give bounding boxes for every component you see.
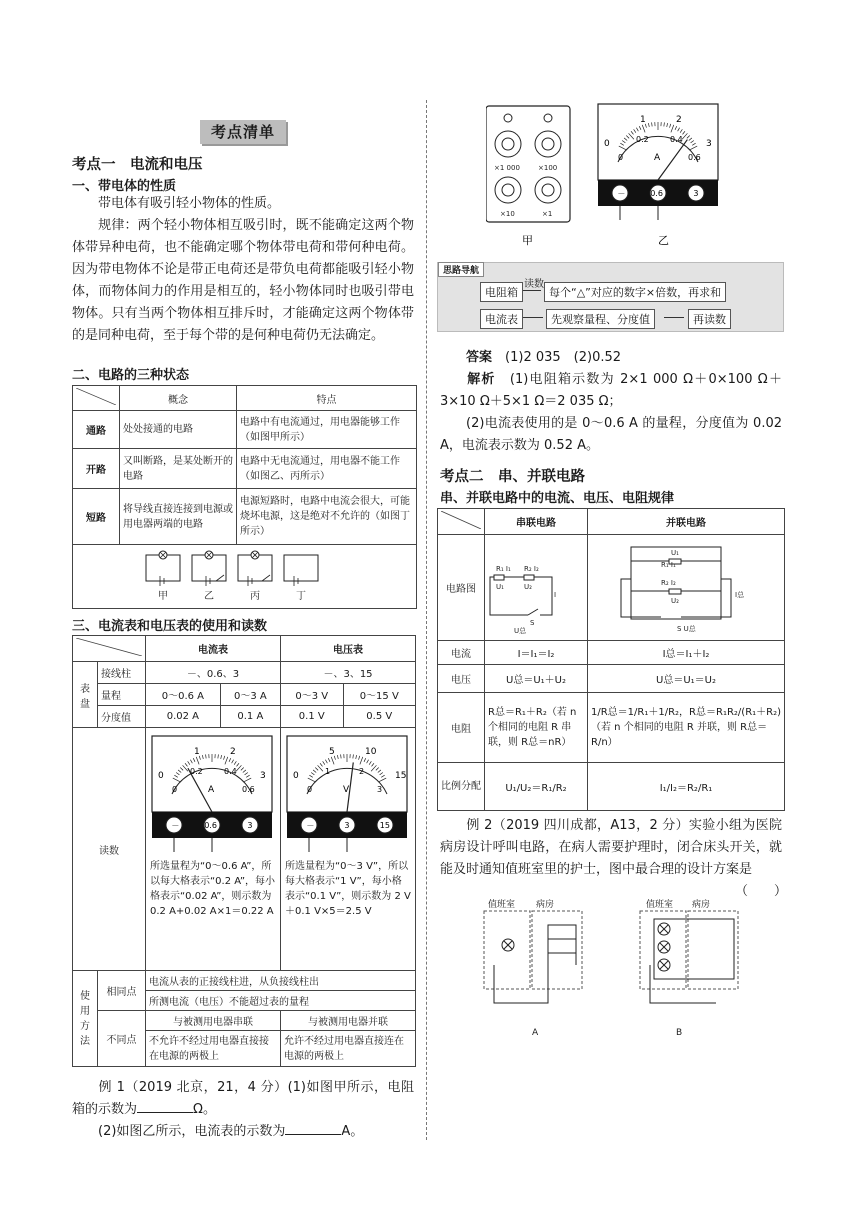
row-name: 短路 bbox=[73, 489, 120, 545]
terminals-label: 接线柱 bbox=[98, 662, 146, 684]
circuit-states-table bbox=[72, 385, 417, 609]
ward-label-a: 病房 bbox=[536, 900, 555, 910]
svg-text:U₁: U₁ bbox=[496, 583, 504, 591]
subheading-meters: 三、电流表和电压表的使用和读数 bbox=[72, 619, 268, 634]
section-banner: 考点清单 bbox=[200, 120, 286, 144]
topic2-title: 考点二 串、并联电路 bbox=[440, 469, 585, 485]
row-current: 电流 bbox=[438, 641, 485, 665]
svg-text:R₂ I₂: R₂ I₂ bbox=[661, 579, 676, 587]
dial-end-label: 0 bbox=[307, 785, 313, 794]
row-name: 开路 bbox=[73, 449, 120, 489]
subheading-states: 二、电路的三种状态 bbox=[72, 368, 190, 383]
diagonal-line bbox=[76, 388, 116, 405]
mult-label: ×100 bbox=[538, 164, 558, 172]
para-charged: 带电体有吸引轻小物体的性质。 bbox=[98, 196, 281, 211]
dial-top-label: 10 bbox=[365, 747, 377, 757]
row-concept: 处处接通的电路 bbox=[120, 411, 237, 449]
dial-face bbox=[152, 736, 272, 812]
dial-edge-label: 3 bbox=[706, 139, 712, 149]
diff-a-head: 与被测用电器串联 bbox=[146, 1011, 281, 1031]
dial-group-label: 表盘 bbox=[73, 662, 98, 728]
div-label: 分度值 bbox=[98, 706, 146, 728]
dial-inner-label: 0.4 bbox=[224, 767, 237, 776]
parallel-diagram-cell bbox=[588, 535, 785, 641]
fig-label-a: 甲 bbox=[158, 591, 168, 602]
col-ammeter: 电流表 bbox=[146, 636, 281, 662]
dial-end-label: 3 bbox=[377, 785, 383, 794]
svg-text:I: I bbox=[554, 591, 557, 599]
analysis-1: 解析 (1)电阻箱示数为 2×1 000 Ω＋0×100 Ω＋3×10 Ω＋5×1 Ω＝2 035 Ω； bbox=[440, 372, 782, 409]
guide-read-label: 读数 bbox=[524, 279, 544, 290]
dial-end-label: 0.6 bbox=[242, 785, 255, 794]
svg-text:R₁ I₁: R₁ I₁ bbox=[661, 561, 676, 569]
dial-top-label: 2 bbox=[676, 115, 682, 125]
diff-v: 允许不经过用电器直接连在电源的两极上 bbox=[281, 1031, 416, 1067]
row-concept: 又叫断路，是某处断开的电路 bbox=[120, 449, 237, 489]
ratio-parallel: I₁/I₂＝R₂/R₁ bbox=[588, 763, 785, 811]
parallel-circuit-diagram bbox=[591, 537, 781, 635]
same-point-1: 电流从表的正接线柱进，从负接线柱出 bbox=[146, 971, 416, 991]
dial-unit: V bbox=[343, 785, 350, 795]
div-value: 0.02 A bbox=[146, 706, 221, 728]
dial-top-label: 1 bbox=[640, 115, 646, 125]
para-rule: 规律：两个轻小物体相互吸引时，既不能确定这两个物体带异种电荷，也不能确定哪个物体带电荷和带何种电荷。因为带电物体不论是带正电荷还是带负电荷都能吸引轻小物体，而物体间力的作用是相互的，轻小物体同时也吸引带电物体。只有当两个物体相互排斥时，才能确定这两个物体带的是同种电荷，至于每个带的是何种电荷仍无法确定。 bbox=[72, 218, 414, 343]
terminal-label: 0.6 bbox=[204, 821, 217, 830]
svg-text:S: S bbox=[530, 619, 535, 627]
series-diagram-cell bbox=[485, 535, 588, 641]
row-feature: 电路中无电流通过，用电器不能工作（如图乙、丙所示） bbox=[237, 449, 417, 489]
diff-a: 不允许不经过用电器直接接在电源的两极上 bbox=[146, 1031, 281, 1067]
div-value: 0.5 V bbox=[343, 706, 416, 728]
div-value: 0.1 A bbox=[220, 706, 280, 728]
mult-label: ×1 000 bbox=[494, 164, 520, 172]
mult-label: ×10 bbox=[500, 210, 515, 218]
col-concept: 概念 bbox=[120, 386, 237, 411]
guide-arrow bbox=[664, 317, 684, 318]
ammeter-dial bbox=[150, 732, 276, 854]
row-voltage: 电压 bbox=[438, 665, 485, 693]
current-parallel: I总＝I₁＋I₂ bbox=[588, 641, 785, 665]
svg-text:R₂ I₂: R₂ I₂ bbox=[524, 565, 539, 573]
topic2-sub: 串、并联电路中的电流、电压、电阻规律 bbox=[440, 491, 675, 506]
diag-cell bbox=[73, 636, 146, 662]
dial-face bbox=[598, 104, 718, 180]
duty-room-label-a: 值班室 bbox=[488, 900, 516, 910]
svg-text:U₂: U₂ bbox=[524, 583, 532, 591]
guide-node-box: 电阻箱 bbox=[480, 282, 523, 302]
dial-edge-label: 15 bbox=[395, 771, 407, 781]
same-label: 相同点 bbox=[98, 971, 146, 1011]
terminals-a: －、0.6、3 bbox=[146, 662, 281, 684]
dial-end-label: 0.6 bbox=[688, 153, 701, 162]
answer-blank-2[interactable] bbox=[285, 1134, 341, 1135]
terminal-label: 0.6 bbox=[650, 189, 663, 198]
dial-inner-label: 0.2 bbox=[636, 135, 649, 144]
answer-paren[interactable]: （ ） bbox=[735, 884, 788, 899]
option-a-label: A bbox=[532, 1028, 539, 1038]
dial-top-label: 5 bbox=[329, 747, 335, 757]
topic1-title: 考点一 电流和电压 bbox=[72, 157, 203, 173]
dial-edge-label: 0 bbox=[158, 771, 164, 781]
svg-text:R₁ I₁: R₁ I₁ bbox=[496, 565, 511, 573]
range-value: 0～3 A bbox=[220, 684, 280, 706]
svg-text:U₁: U₁ bbox=[671, 549, 679, 557]
voltmeter-read-cell bbox=[281, 728, 416, 971]
ammeter-read-cell bbox=[146, 728, 281, 971]
svg-text:S U总: S U总 bbox=[677, 625, 696, 633]
states-figure-cell bbox=[73, 545, 417, 609]
diff-label: 不同点 bbox=[98, 1011, 146, 1067]
example1-line1: 例 1（2019 北京，21，4 分）(1)如图甲所示，电阻箱的示数为 Ω。 bbox=[72, 1080, 414, 1117]
guide-tag: 思路导航 bbox=[438, 262, 484, 277]
range-value: 0～3 V bbox=[281, 684, 344, 706]
read-label: 读数 bbox=[73, 728, 146, 971]
guide-node-ammeter: 电流表 bbox=[480, 309, 523, 329]
meter-table bbox=[72, 635, 416, 1067]
guide-arrow bbox=[523, 290, 541, 291]
column-divider bbox=[426, 100, 427, 1140]
series-circuit-diagram bbox=[488, 537, 584, 635]
range-value: 0～15 V bbox=[343, 684, 416, 706]
dial-top-label: 1 bbox=[194, 747, 200, 757]
row-diagram: 电路图 bbox=[438, 535, 485, 641]
res-series: R总＝R₁＋R₂（若 n 个相同的电阻 R 串联，则 R总＝nR） bbox=[485, 693, 588, 763]
row-ratio: 比例分配 bbox=[438, 763, 485, 811]
terminal-label: － bbox=[617, 189, 626, 198]
fig-label-d: 丁 bbox=[296, 591, 306, 602]
res-parallel: 1/R总＝1/R₁＋1/R₂，R总＝R₁R₂/(R₁＋R₂)（若 n 个相同的电阻 R 并联，则 R总＝R/n） bbox=[588, 693, 785, 763]
answer-line: 答案 (1)2 035 (2)0.52 bbox=[466, 350, 622, 365]
dial-edge-label: 0 bbox=[604, 139, 610, 149]
row-resistance: 电阻 bbox=[438, 693, 485, 763]
fig-label-b: 乙 bbox=[204, 591, 214, 602]
duty-room-label-b: 值班室 bbox=[646, 900, 674, 910]
terminals-v: －、3、15 bbox=[281, 662, 416, 684]
dial-face bbox=[287, 736, 407, 812]
terminal-label: 3 bbox=[247, 821, 253, 830]
dial-edge-label: 0 bbox=[293, 771, 299, 781]
example2-figure bbox=[468, 895, 788, 1045]
dial-end-label: 0 bbox=[172, 785, 178, 794]
fig-label-jia: 甲 bbox=[522, 234, 533, 247]
guide-node-read: 再读数 bbox=[688, 309, 731, 329]
svg-text:I总: I总 bbox=[735, 591, 745, 599]
col-series: 串联电路 bbox=[485, 509, 588, 535]
guide-panel bbox=[437, 262, 784, 332]
diag-cell bbox=[438, 509, 485, 535]
diag-cell bbox=[73, 386, 120, 411]
range-label: 量程 bbox=[98, 684, 146, 706]
answer-blank-1[interactable] bbox=[137, 1112, 193, 1113]
dial-end-label: 0 bbox=[618, 153, 624, 162]
svg-text:U总: U总 bbox=[514, 627, 527, 635]
col-voltmeter: 电压表 bbox=[281, 636, 416, 662]
terminal-label: 3 bbox=[344, 821, 350, 830]
dial-inner-label: 1 bbox=[325, 767, 331, 776]
svg-text:U₂: U₂ bbox=[671, 597, 679, 605]
terminal-label: － bbox=[306, 821, 315, 830]
dial-unit: A bbox=[654, 153, 661, 163]
dial-top-label: 2 bbox=[230, 747, 236, 757]
voltmeter-read-text: 所选量程为“0～3 V”，所以每大格表示“1 V”，每小格表示“0.1 V”，则示数为 2 V＋0.1 V×5＝2.5 V bbox=[285, 861, 411, 917]
terminal-label: － bbox=[171, 821, 180, 830]
same-point-2: 所测电流（电压）不能超过表的量程 bbox=[146, 991, 416, 1011]
dial-inner-label: 0.4 bbox=[670, 135, 683, 144]
row-concept: 将导线直接连接到电源或用电器两端的电路 bbox=[120, 489, 237, 545]
example1-figure bbox=[486, 100, 796, 260]
example2-text: 例 2（2019 四川成都，A13，2 分）实验小组为医院病房设计呼叫电路，在病人需要护理时，闭合床头开关，就能及时通知值班室里的护士，图中最合理的设计方案是 bbox=[440, 818, 782, 877]
example1-line2: (2)如图乙所示，电流表的示数为 A。 bbox=[98, 1124, 364, 1139]
voltage-parallel: U总＝U₁＝U₂ bbox=[588, 665, 785, 693]
voltage-series: U总＝U₁＋U₂ bbox=[485, 665, 588, 693]
current-series: I＝I₁＝I₂ bbox=[485, 641, 588, 665]
div-value: 0.1 V bbox=[281, 706, 344, 728]
dial-unit: A bbox=[208, 785, 215, 795]
circuit-states-figure bbox=[76, 547, 413, 603]
ward-label-b: 病房 bbox=[692, 900, 711, 910]
voltmeter-dial bbox=[285, 732, 411, 854]
dial-inner-label: 0.2 bbox=[190, 767, 203, 776]
row-feature: 电源短路时，电路中电流会很大，可能烧坏电源，这是绝对不允许的（如图丁所示） bbox=[237, 489, 417, 545]
ammeter-read-text: 所选量程为“0～0.6 A”，所以每大格表示“0.2 A”，每小格表示“0.02 A”，则示数为0.2 A+0.02 A×1＝0.22 A bbox=[150, 861, 276, 917]
terminal-label: 3 bbox=[693, 189, 699, 198]
fig-label-yi: 乙 bbox=[658, 234, 669, 247]
guide-node-sum: 每个“△”对应的数字×倍数，再求和 bbox=[544, 282, 726, 302]
dial-edge-label: 3 bbox=[260, 771, 266, 781]
fig-label-c: 丙 bbox=[250, 591, 260, 602]
ratio-series: U₁/U₂＝R₁/R₂ bbox=[485, 763, 588, 811]
terminal-label: 15 bbox=[379, 821, 390, 830]
diff-v-head: 与被测用电器并联 bbox=[281, 1011, 416, 1031]
use-label: 使用方法 bbox=[73, 971, 98, 1067]
diagonal-line bbox=[441, 511, 481, 529]
option-b-label: B bbox=[676, 1028, 683, 1038]
diagonal-line bbox=[76, 638, 142, 656]
analysis-2: (2)电流表使用的是 0～0.6 A 的量程，分度值为 0.02 A，电流表示数为 0.52 A。 bbox=[440, 416, 782, 453]
col-parallel: 并联电路 bbox=[588, 509, 785, 535]
subheading-charged: 一、带电体的性质 bbox=[72, 179, 177, 194]
row-feature: 电路中有电流通过，用电器能够工作（如图甲所示） bbox=[237, 411, 417, 449]
series-parallel-table bbox=[437, 508, 785, 811]
range-value: 0～0.6 A bbox=[146, 684, 221, 706]
guide-arrow bbox=[523, 317, 543, 318]
row-name: 通路 bbox=[73, 411, 120, 449]
dial-inner-label: 2 bbox=[359, 767, 365, 776]
mult-label: ×1 bbox=[542, 210, 553, 218]
guide-node-observe: 先观察量程、分度值 bbox=[546, 309, 655, 329]
col-feature: 特点 bbox=[237, 386, 417, 411]
